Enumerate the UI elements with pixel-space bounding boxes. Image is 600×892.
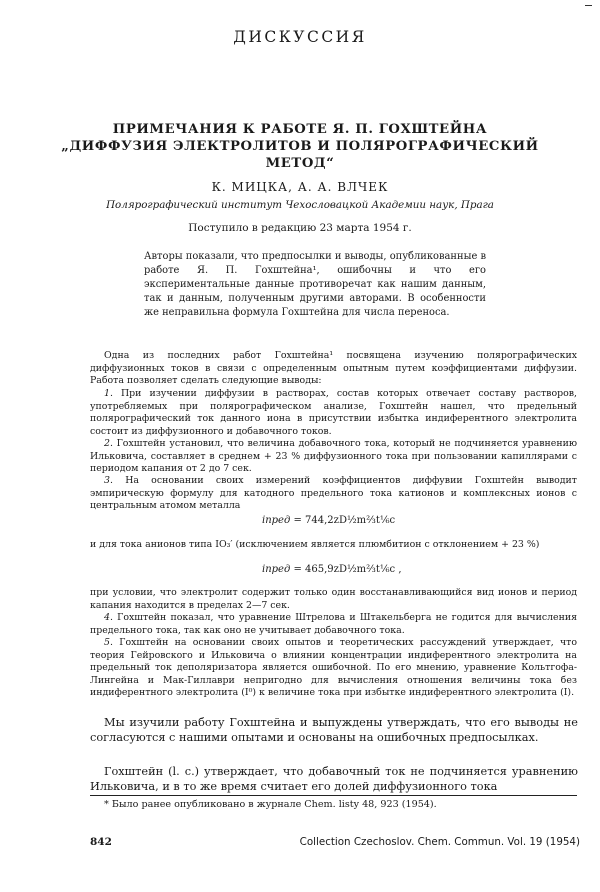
- point-3-condition: при условии, что электролит содержит только один восстанавливающийся вид ионов и период капания находится в пределах 2—7 сек.: [90, 587, 577, 611]
- point-3-anions: и для тока анионов типа IO₃′ (исключением является плюмбитион с отклонением + 23 %): [90, 539, 540, 550]
- point-1: [90, 388, 577, 438]
- authors: К. МИЦКА, А. А. ВЛЧЕК: [211, 180, 389, 194]
- point-number: 5.: [104, 637, 113, 648]
- point-5: [90, 637, 577, 700]
- point-text: Гохштейн на основании своих опытов и теоретических рассуждений утверждает, что теория Гейровского и Ильковича о влиянии концентрации индиферентного электролита на предельный ток деполяризатора является ошибочной. По его мнению, уравнение Кольтгофа-Лингейна и Мак-Гиллаври непригодно для вычисления отношения величины тока без индиферентного электролита (I⁰) к величине тока при избытке индиферентного электролита (I).: [90, 637, 577, 699]
- intro-paragraph: Одна из последних работ Гохштейна¹ посвящена изучению полярографических диффузионных токов в связи с определенным опытным путем коэффициентами диффузии. Работа позволяет сделать следующие выводы:: [90, 350, 577, 387]
- received-date: Поступило в редакцию 23 марта 1954 г.: [188, 222, 412, 234]
- journal-citation: Collection Czechoslov. Chem. Commun. Vol. 19 (1954): [299, 836, 580, 848]
- point-4: [90, 612, 577, 637]
- point-text: Гохштейн показал, что уравнение Штрелова и Штакельберга не годится для вычисления предельного тока, так как оно не учитывает добавочного тока.: [90, 612, 577, 636]
- point-number: 1.: [104, 388, 113, 399]
- point-number: 3.: [104, 475, 113, 486]
- equation-lhs: iпред: [262, 564, 291, 575]
- equation-2: [262, 564, 402, 575]
- footnote: * Было ранее опубликовано в журнале Chem. listy 48, 923 (1954).: [104, 799, 437, 810]
- equation-1: [262, 515, 395, 526]
- section-heading: ДИСКУССИЯ: [233, 28, 367, 46]
- point-text: На основании своих измерений коэффициентов диффувии Гохштейн выводит эмпирическую формулу для катодного предельного тока катионов и комплексных ионов с центральным атомом металла: [90, 475, 577, 512]
- paragraph-large-1: Мы изучили работу Гохштейна и выпуждены утверждать, что его выводы не согласуются с нашими опытами и основаны на ошибочных предпосылках.: [90, 716, 578, 745]
- point-number: 2.: [104, 438, 113, 449]
- equation-lhs: iпред: [262, 515, 291, 526]
- page-number: 842: [90, 836, 112, 848]
- point-number: 4.: [104, 612, 113, 623]
- equation-rhs: = 465,9zD½m⅔t⅙c ,: [293, 564, 402, 575]
- article-title-line-3: МЕТОД“: [265, 156, 335, 171]
- article-title-line-1: ПРИМЕЧАНИЯ К РАБОТЕ Я. П. ГОХШТЕЙНА: [112, 122, 488, 137]
- article-title-line-2: „ДИФФУЗИЯ ЭЛЕКТРОЛИТОВ И ПОЛЯРОГРАФИЧЕСКИЙ: [61, 139, 539, 154]
- institution: Полярографический институт Чехословацкой Академии наук, Прага: [106, 199, 494, 211]
- scan-mark: [585, 5, 592, 6]
- point-text: При изучении диффузии в растворах, состав которых отвечает составу растворов, употребляемых при полярографическом анализе, Гохштейн нашел, что предельный полярографический ток данного иона в присутствии избытка индиферентного электролита состоит из диффузионного и добавочного токов.: [90, 388, 577, 437]
- point-3: [90, 475, 577, 513]
- point-text: Гохштейн установил, что величина добавочного тока, который не подчиняется уравнению Ильковича, составляет в среднем + 23 % диффузионного тока при пользовании капиллярами с периодом капания от 2 до 7 сек.: [90, 438, 577, 475]
- footnote-rule: [90, 795, 577, 796]
- paragraph-large-2: Гохштейн (l. c.) утверждает, что добавочный ток не подчиняется уравнению Ильковича, и в то же время считает его долей диффузионного тока: [90, 765, 578, 794]
- equation-rhs: = 744,2zD½m⅔t⅙c: [293, 515, 396, 526]
- abstract: Авторы показали, что предпосылки и выводы, опубликованные в работе Я. П. Гохштейна¹, ошибочны и что его экспериментальные данные противоречат как нашим данным, так и данным, полученным другими авторами. В особенности же неправильна формула Гохштейна для числа переноса.: [144, 251, 486, 318]
- point-2: [90, 438, 577, 476]
